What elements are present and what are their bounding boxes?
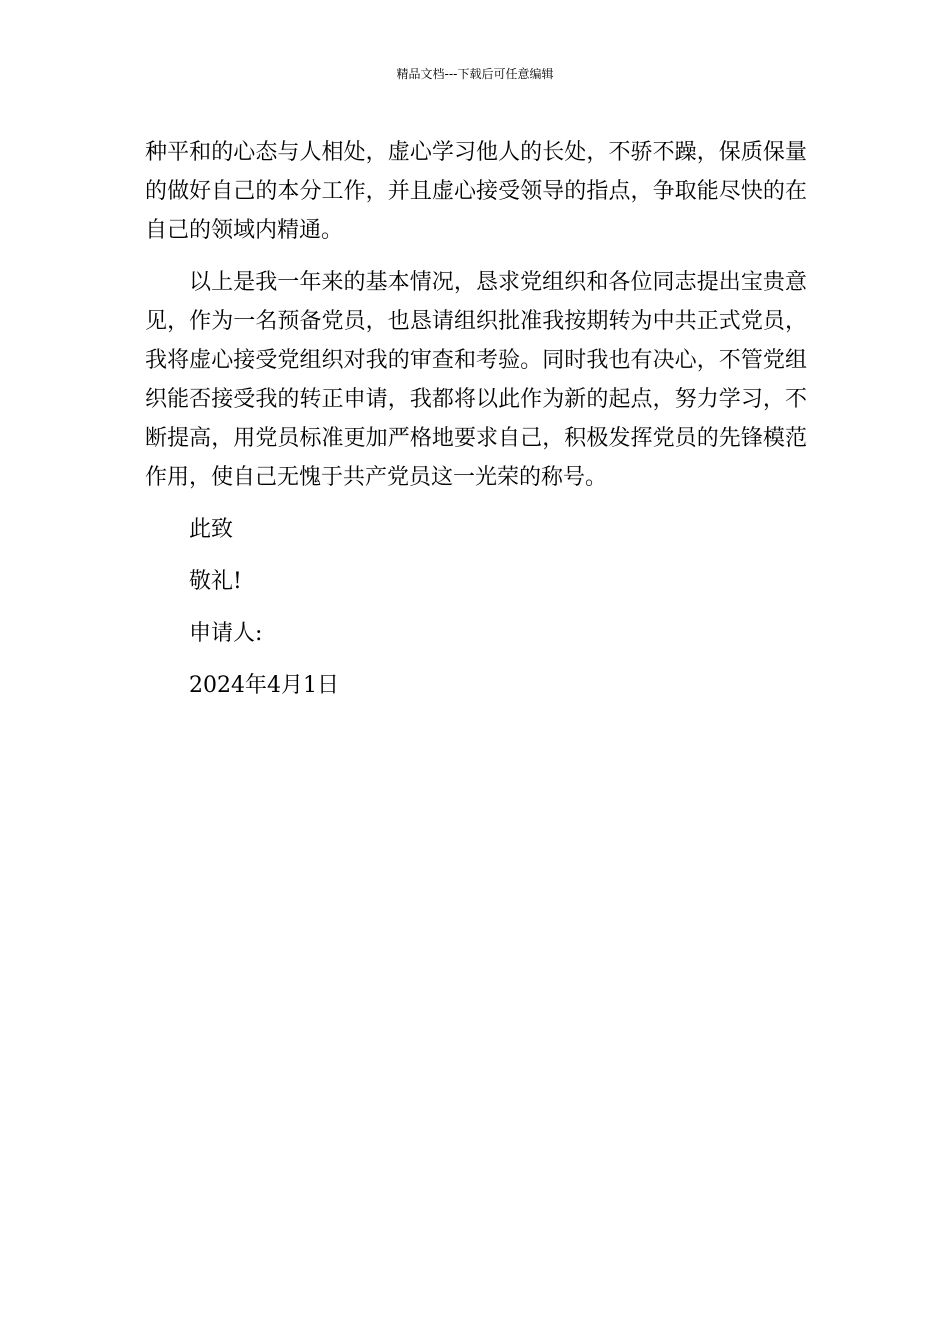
body-paragraph-summary: 以上是我一年来的基本情况，恳求党组织和各位同志提出宝贵意见，作为一名预备党员，也恳请组织批准我按期转为中共正式党员，我将虚心接受党组织对我的审查和考验。同时我也有决心，不管党组织能否接受我的转正申请，我都将以此作为新的起点，努力学习，不断提高，用党员标准更加严格地要求自己，积极发挥党员的先锋模范作用，使自己无愧于共产党员这一光荣的称号。 — [145, 270, 807, 490]
body-paragraph-continued: 种平和的心态与人相处，虚心学习他人的长处，不骄不躁，保质保量的做好自己的本分工作，并且虚心接受领导的指点，争取能尽快的在自己的领域内精通。 — [145, 140, 807, 243]
page-header: 精品文档---下载后可任意编辑 — [396, 67, 554, 81]
closing-line: 此致 — [189, 517, 234, 542]
document-body — [145, 133, 807, 718]
salute-line: 敬礼! — [189, 569, 242, 594]
date-line: 2024年4月1日 — [189, 673, 339, 698]
applicant-line: 申请人: — [189, 621, 263, 646]
